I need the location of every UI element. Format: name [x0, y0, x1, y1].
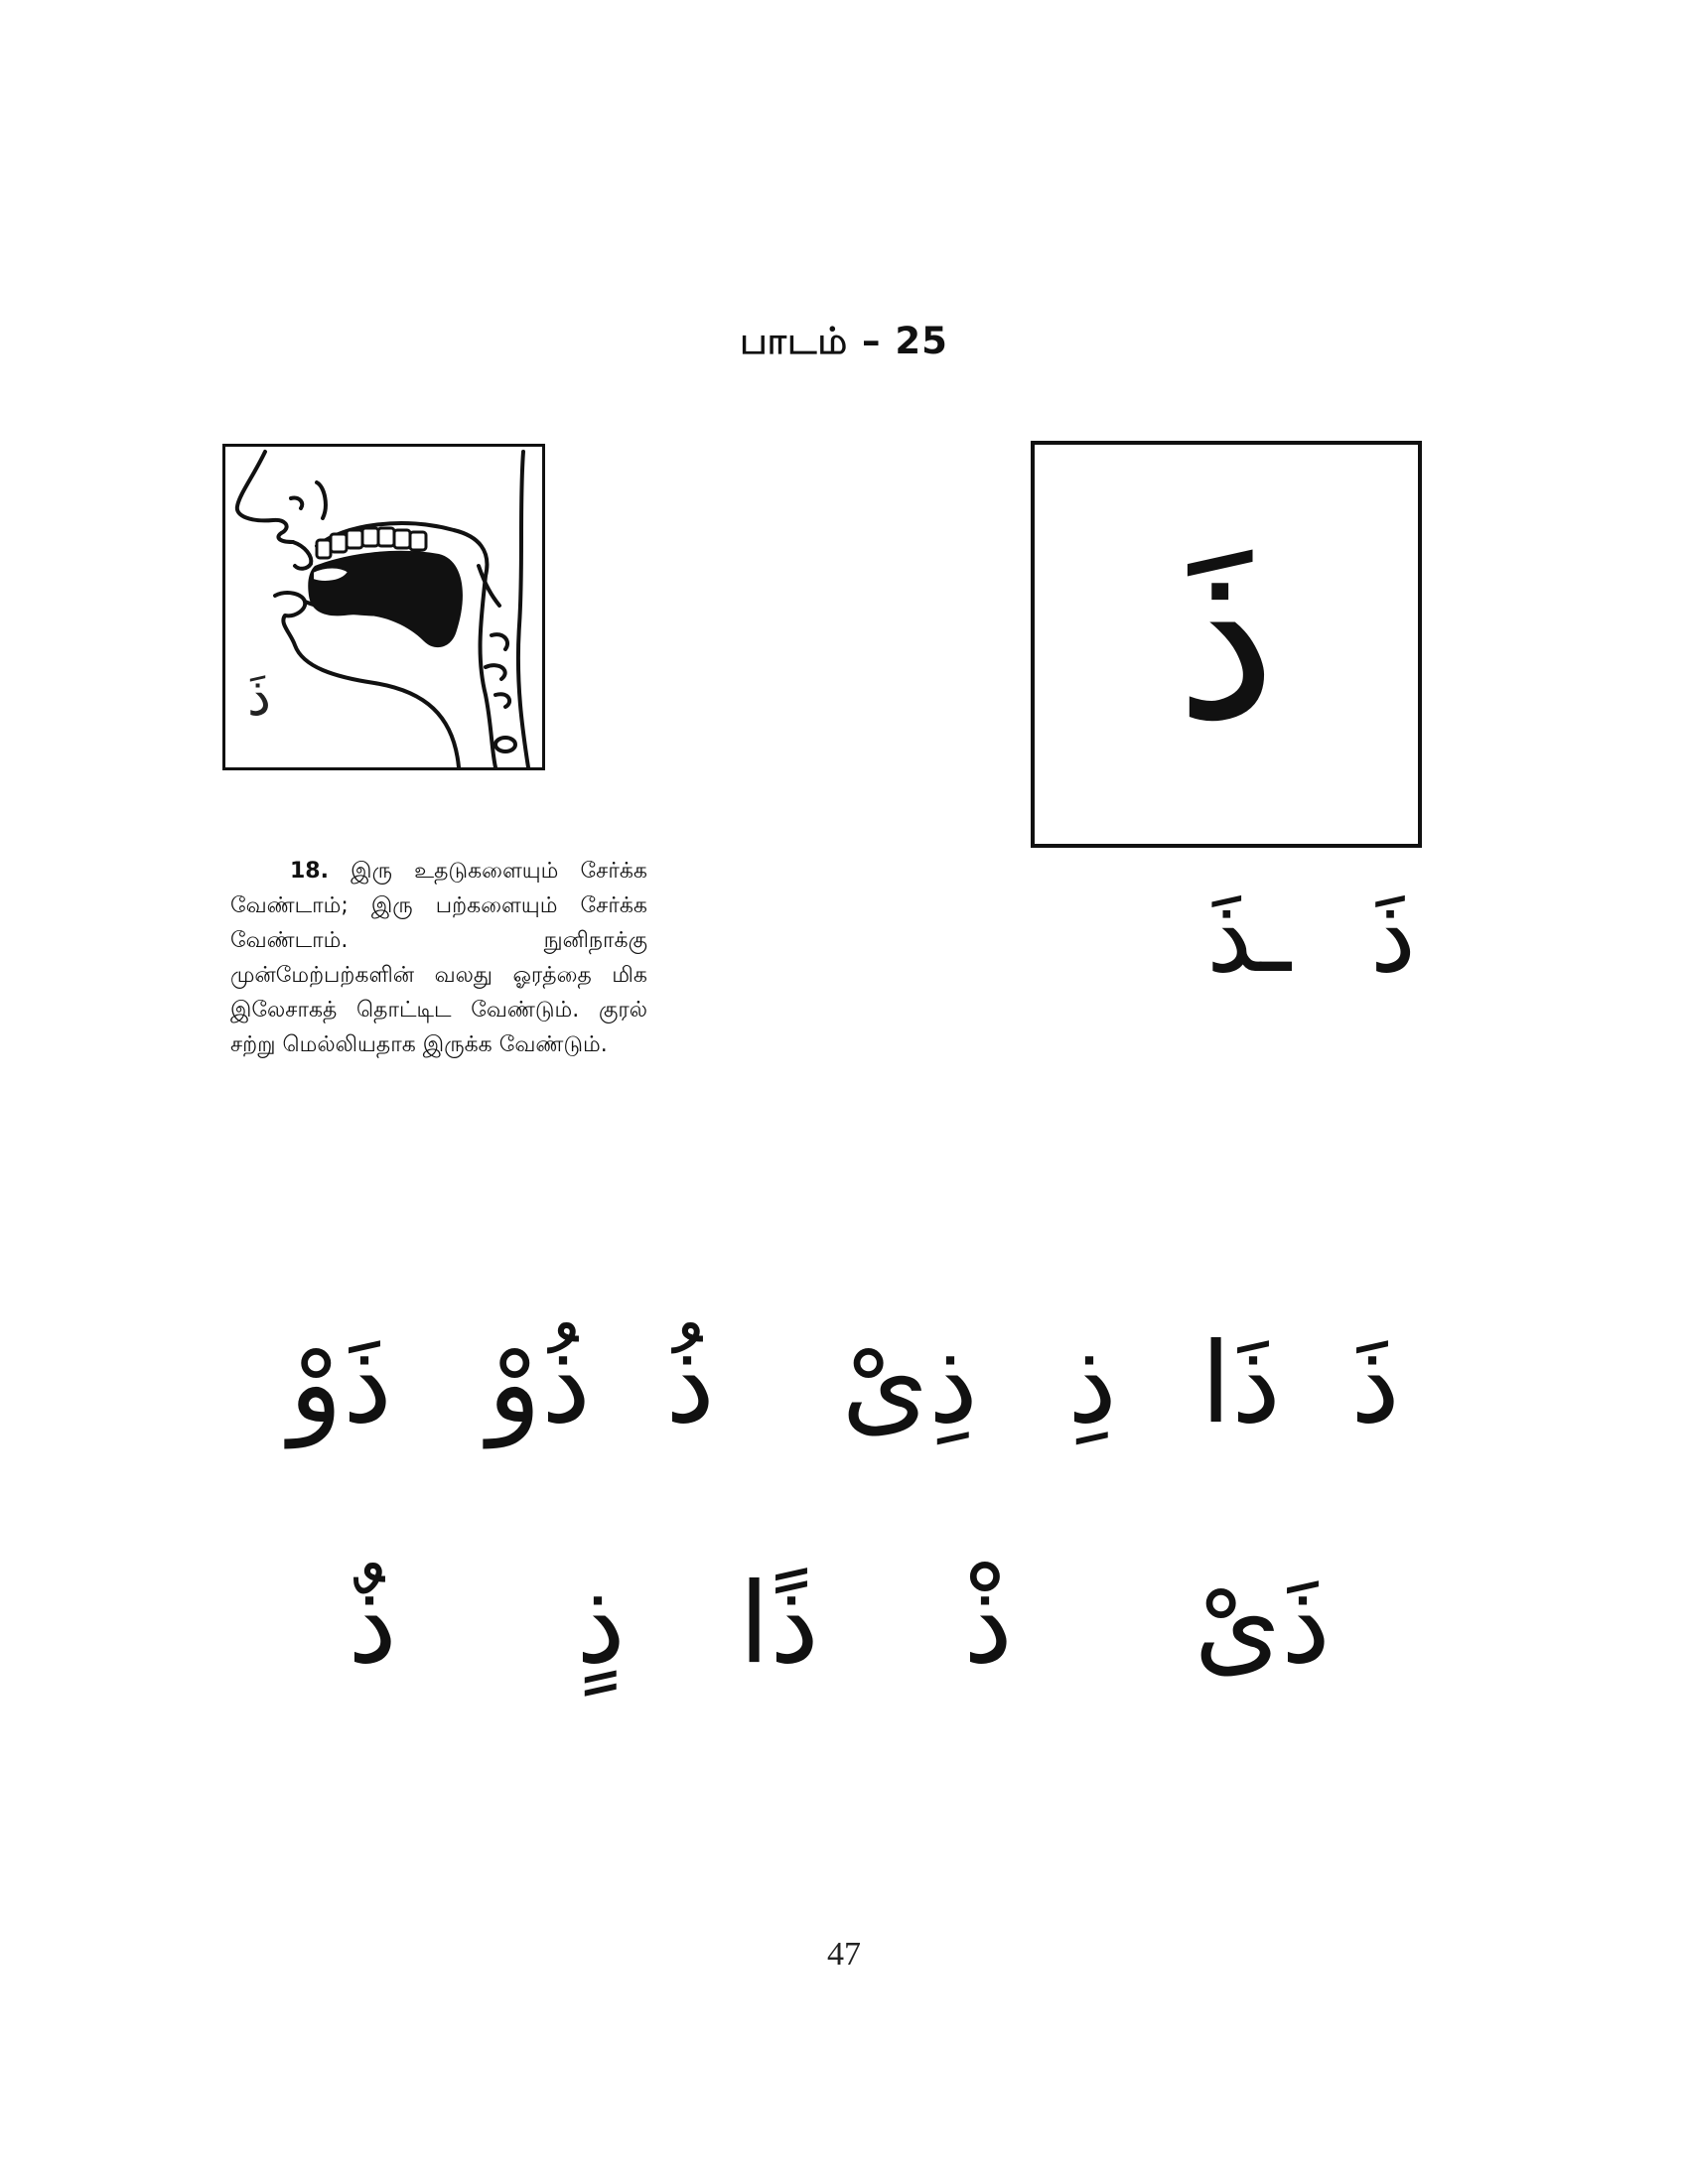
practice-syllable: ذَ: [1350, 1319, 1400, 1448]
practice-syllable: ذِ: [1067, 1319, 1117, 1448]
practice-syllable: ذٍ: [576, 1560, 626, 1689]
practice-row-1: [0, 1319, 1688, 1527]
letter-form-initial: ذَ: [1369, 875, 1416, 996]
mouth-cross-section-icon: [225, 447, 542, 767]
instruction-number: 18.: [290, 859, 329, 884]
lesson-title: பாடம் – 25: [740, 320, 948, 362]
practice-syllable: ذَیْ: [1194, 1560, 1331, 1689]
letter-box: [1031, 441, 1422, 848]
featured-letter: ذَ: [1175, 506, 1278, 771]
instruction-text: இரு உதடுகளையும் சேர்க்க வேண்டாம்; இரு பற்களையும் சேர்க்க வேண்டாம். நுனிநாக்கு முன்மேற்பற்களின் வலது ஓரத்தை மிக இலேசாகத் தொட்டிட வேண்டும். குரல் சற்று மெல்லியதாக இருக்க வேண்டும்.: [230, 859, 647, 1057]
letter-form-final: ـذَ: [1205, 875, 1291, 996]
articulation-diagram: [222, 444, 545, 770]
diagram-letter: ذَ: [247, 665, 272, 728]
practice-syllable: ذُ: [665, 1319, 715, 1448]
practice-syllable: ذَوْ: [289, 1319, 392, 1448]
practice-row-2: [0, 1560, 1688, 1767]
pronunciation-instruction: [230, 854, 647, 1062]
letter-forms: [1112, 875, 1430, 1032]
practice-syllable: ذٌ: [348, 1560, 397, 1689]
practice-syllable: ذْ: [963, 1560, 1013, 1689]
practice-syllable: ذَا: [1200, 1319, 1281, 1448]
practice-syllable: ذًا: [739, 1560, 819, 1689]
practice-syllable: ذُوْ: [488, 1319, 591, 1448]
page-number: 47: [827, 1936, 861, 1973]
practice-syllable: ذِیْ: [841, 1319, 978, 1448]
